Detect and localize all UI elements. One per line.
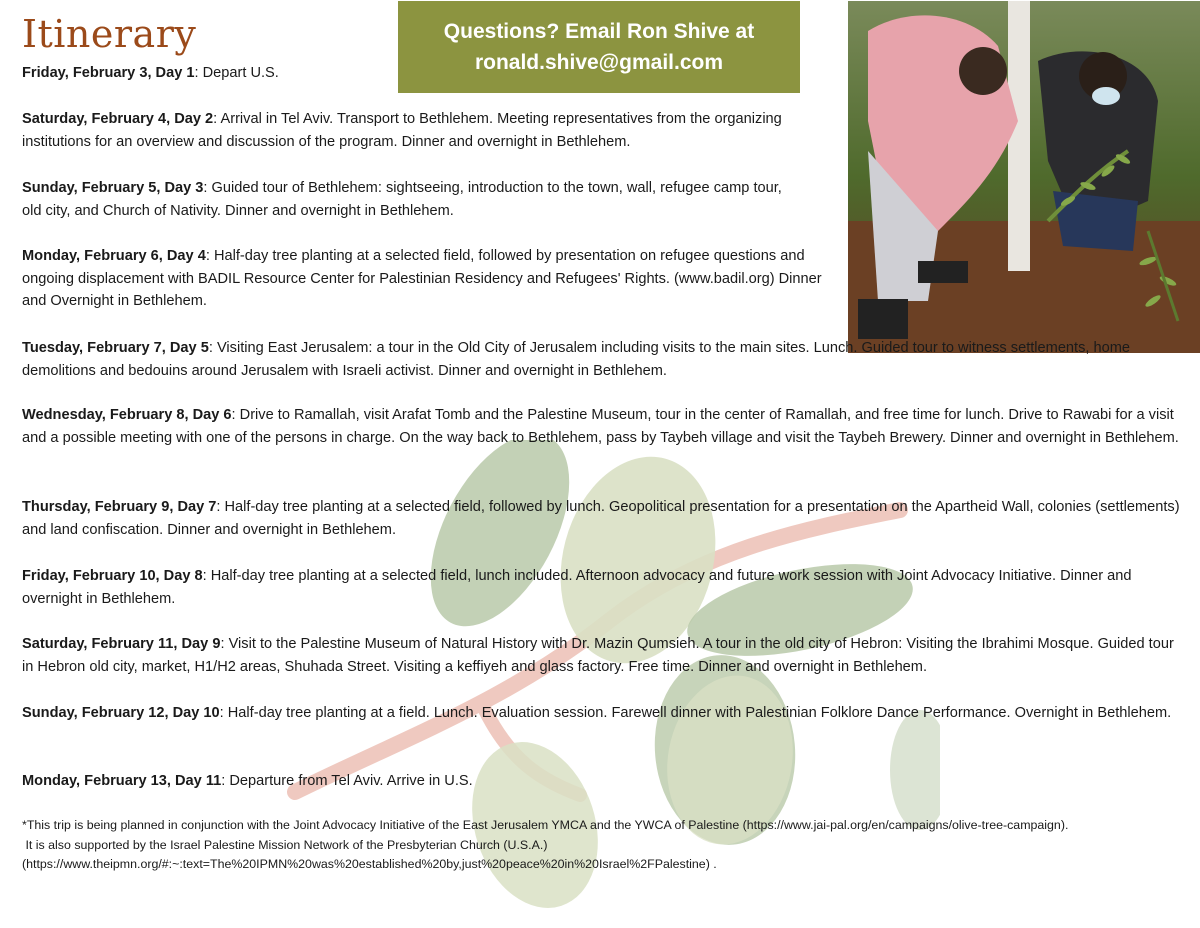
day-entry: Monday, February 6, Day 4: Half-day tree planting at a selected field, followed by presentation on refugee questions and ongoing displacement with BADIL Resource Center for Palestinian Residency and Refugees' Rights. (www.badil.org) Dinner and Overnight in Bethlehem. — [22, 248, 822, 309]
day-text: Half-day tree planting at a selected field, followed by presentation on refugee questions and ongoing displacement with BADIL Resource Center for Palestinian Residency and Refugees' Rights. (www.badil.org) Dinner and Overnight in Bethlehem. — [22, 248, 822, 309]
page-title: Itinerary — [22, 12, 197, 56]
day-heading: Thursday, February 9, Day 7 — [22, 499, 217, 515]
day-entry: Saturday, February 11, Day 9: Visit to the Palestine Museum of Natural History with Dr. Mazin Qumsieh. A tour in the old city of Hebron: Visiting the Ibrahimi Mosque. Guided tour in Hebron old city, market, H1/H2 areas, Shuhada Street. Visiting a keffiyeh and glass factory. Free time. Dinner and overnight in Bethlehem. — [22, 636, 1174, 675]
day-entry: Wednesday, February 8, Day 6: Drive to Ramallah, visit Arafat Tomb and the Palestine Museum, tour in the center of Ramallah, and free time for lunch. Drive to Rawabi for a visit and a possible meeting with one of the persons in charge. On the way back to Bethlehem, pass by Taybeh village and visit the Taybeh Brewery. Dinner and overnight in Bethlehem. — [22, 407, 1179, 446]
contact-prompt: Questions? Email Ron Shive at — [443, 20, 755, 43]
day-text: Half-day tree planting at a field. Lunch. Evaluation session. Farewell dinner with Palestinian Folklore Dance Performance. Overnight in Bethlehem. — [227, 705, 1172, 721]
day-text: Departure from Tel Aviv. Arrive in U.S. — [229, 773, 473, 789]
day-heading: Saturday, February 4, Day 2 — [22, 111, 214, 127]
day-heading: Monday, February 6, Day 4 — [22, 248, 206, 264]
day-text: Visit to the Palestine Museum of Natural History with Dr. Mazin Qumsieh. A tour in the old city of Hebron: Visiting the Ibrahimi Mosque. Guided tour in Hebron old city, market, H1/H2 areas, Shuhada Street. Visiting a keffiyeh and glass factory. Free time. Dinner and overnight in Bethlehem. — [22, 636, 1174, 675]
footnote-line-3: (https://www.theipmn.org/#:~:text=The%20IPMN%20was%20established%20by,just%20peace%20in%20Israel%2FPalestine) . — [22, 857, 717, 871]
day-heading: Sunday, February 5, Day 3 — [22, 180, 204, 196]
day-entry: Friday, February 3, Day 1: Depart U.S. — [22, 65, 279, 81]
contact-email[interactable]: ronald.shive@gmail.com — [474, 51, 724, 74]
day-heading: Sunday, February 12, Day 10 — [22, 705, 220, 721]
day-heading: Friday, February 3, Day 1 — [22, 65, 195, 81]
footnote — [22, 816, 1182, 875]
day-text: Half-day tree planting at a selected field, followed by lunch. Geopolitical presentation for a presentation on the Apartheid Wall, colonies (settlements) and land confiscation. Dinner and overnight in Bethlehem. — [22, 499, 1180, 538]
footnote-line-1: *This trip is being planned in conjunction with the Joint Advocacy Initiative of the East Jerusalem YMCA and the YWCA of Palestine (https://www.jai-pal.org/en/campaigns/olive-tree-campaign). — [22, 818, 1069, 832]
day-entry: Thursday, February 9, Day 7: Half-day tree planting at a selected field, followed by lunch. Geopolitical presentation for a presentation on the Apartheid Wall, colonies (settlements) and land confiscation. Dinner and overnight in Bethlehem. — [22, 499, 1180, 538]
day-entry: Sunday, February 12, Day 10: Half-day tree planting at a field. Lunch. Evaluation session. Farewell dinner with Palestinian Folklore Dance Performance. Overnight in Bethlehem. — [22, 705, 1172, 721]
day-entry: Friday, February 10, Day 8: Half-day tree planting at a selected field, lunch included. Afternoon advocacy and future work session with Joint Advocacy Initiative. Dinner and overnight in Bethlehem. — [22, 568, 1132, 607]
day-heading: Monday, February 13, Day 11 — [22, 773, 222, 789]
day-text: Half-day tree planting at a selected field, lunch included. Afternoon advocacy and future work session with Joint Advocacy Initiative. Dinner and overnight in Bethlehem. — [22, 568, 1132, 607]
day-heading: Tuesday, February 7, Day 5 — [22, 340, 209, 356]
day-text: Guided tour of Bethlehem: sightseeing, introduction to the town, wall, refugee camp tour, old city, and Church of Nativity. Dinner and overnight in Bethlehem. — [22, 180, 782, 219]
day-heading: Saturday, February 11, Day 9 — [22, 636, 221, 652]
tree-planting-photo-image — [848, 1, 1200, 353]
day-text: Drive to Ramallah, visit Arafat Tomb and the Palestine Museum, tour in the center of Ramallah, and free time for lunch. Drive to Rawabi for a visit and a possible meeting with one of the persons in charge. On the way back to Bethlehem, pass by Taybeh village and visit the Taybeh Brewery. Dinner and overnight in Bethlehem. — [22, 407, 1179, 446]
day-entry: Tuesday, February 7, Day 5: Visiting East Jerusalem: a tour in the Old City of Jerusalem including visits to the main sites. Lunch. Guided tour to witness settlements, home demolitions and bedouins around Jerusalem with Israeli activist. Dinner and overnight in Bethlehem. — [22, 340, 1131, 379]
footnote-line-2: It is also supported by the Israel Palestine Mission Network of the Presbyterian Church (U.S.A.) — [22, 837, 548, 852]
day-entry: Sunday, February 5, Day 3: Guided tour of Bethlehem: sightseeing, introduction to the town, wall, refugee camp tour, old city, and Church of Nativity. Dinner and overnight in Bethlehem. — [22, 180, 782, 219]
day-heading: Wednesday, February 8, Day 6 — [22, 407, 232, 423]
day-text: Depart U.S. — [202, 65, 279, 81]
day-entry: Monday, February 13, Day 11: Departure from Tel Aviv. Arrive in U.S. — [22, 773, 473, 789]
day-entry: Saturday, February 4, Day 2: Arrival in Tel Aviv. Transport to Bethlehem. Meeting representatives from the organizing institutions for an overview and discussion of the program. Dinner and overnight in Bethlehem. — [22, 111, 782, 150]
tree-planting-photo — [848, 1, 1200, 353]
day-text: Visiting East Jerusalem: a tour in the Old City of Jerusalem including visits to the main sites. Lunch. Guided tour to witness settlements, home demolitions and bedouins around Jerusalem with Israeli activist. Dinner and overnight in Bethlehem. — [22, 340, 1131, 379]
day-text: Arrival in Tel Aviv. Transport to Bethlehem. Meeting representatives from the organizing institutions for an overview and discussion of the program. Dinner and overnight in Bethlehem. — [22, 111, 782, 150]
contact-banner — [398, 1, 800, 93]
day-heading: Friday, February 10, Day 8 — [22, 568, 203, 584]
